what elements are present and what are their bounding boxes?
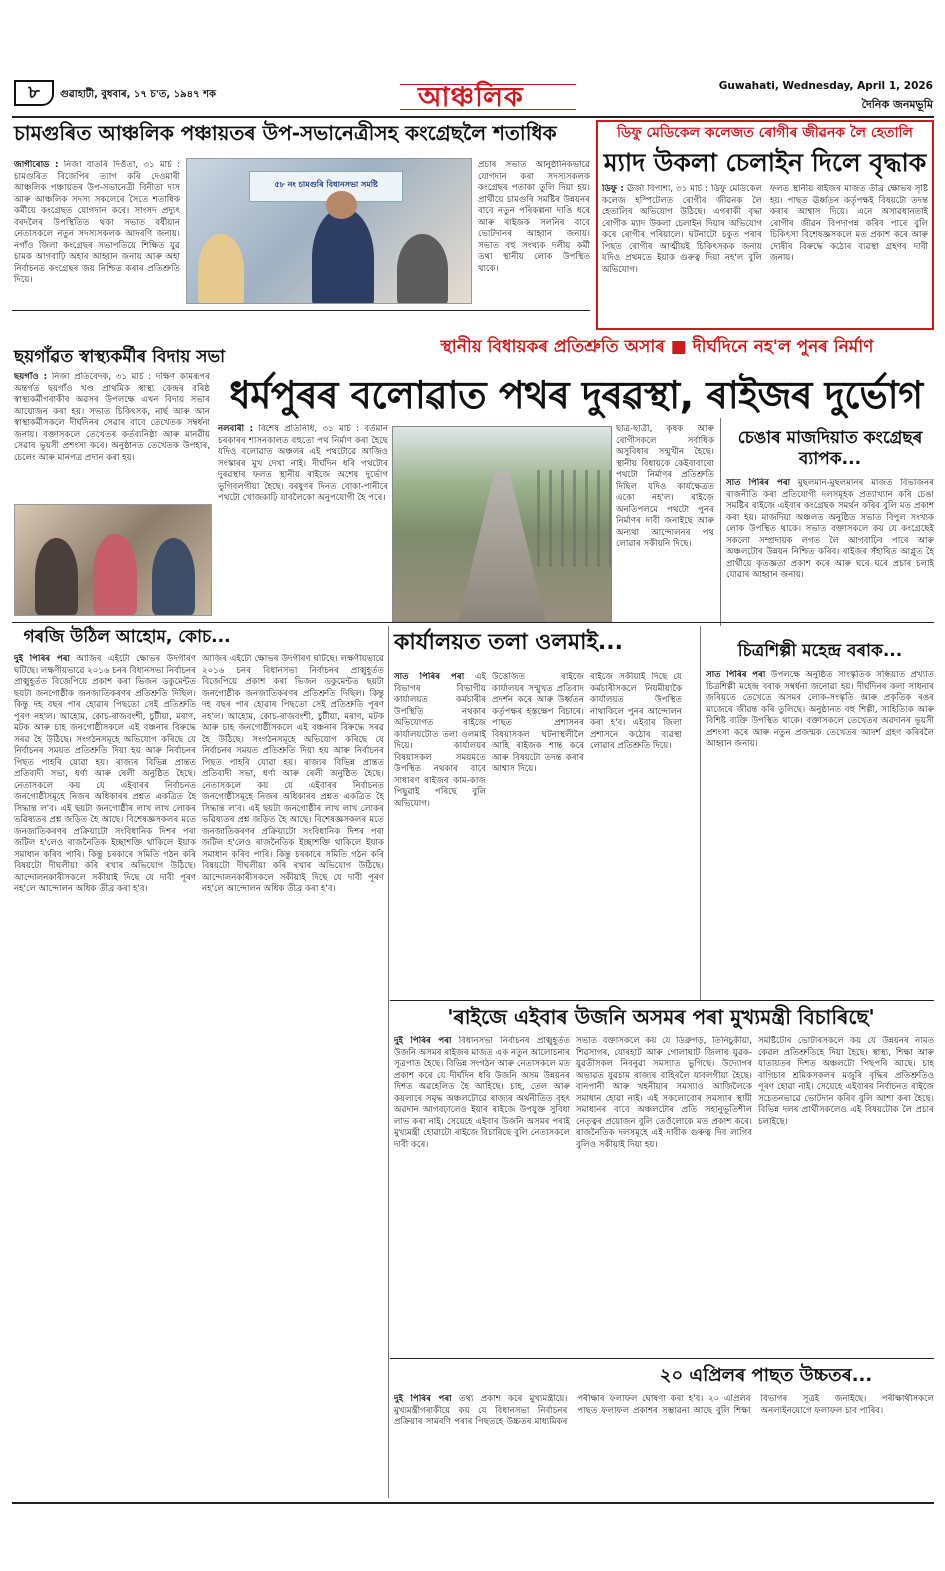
- story1-dateline: জাগীৰোড :: [14, 160, 59, 170]
- story3-text-b: ছাত্ৰ-ছাত্ৰী, কৃষক আৰু ৰোগীসকলে সৰ্বাধিক অসুবিধাৰ সন্মুখীন হৈছে। স্থানীয় বিধায়কে কেইবাবাৰো পথটো নিৰ্মাণৰ প্ৰতিশ্ৰুতি দিছিল যদিও কাৰ্যক্ষেত্ৰত একো নহ'ল। ৰাইজে অনতিপলমে পথটো পুনৰ নিৰ্মাণৰ দাবী জনাইছে আৰু অন্যথা আন্দোলনৰ পথ লোৱাৰ সকীয়নি দিছে।: [616, 424, 714, 550]
- story4-headline: চেঙাৰ মাজদিয়াত কংগ্ৰেছৰ ব্যাপক...: [737, 428, 923, 470]
- story8-headline: চিত্ৰশিল্পী মহেন্দ্ৰ বৰাক...: [737, 641, 903, 661]
- story4-dateline: সাত পিৰিৰ পৰা: [726, 478, 791, 488]
- story3-dateline: নলবাৰী :: [218, 424, 254, 434]
- story3-headline: ধৰ্মপুৰৰ বলোৱাত পথৰ দুৰৱস্থা, ৰাইজৰ দুৰ্ভোগ: [229, 373, 923, 417]
- story9-text-a: দুই পিৰিৰ পৰা বিধানসভা নিৰ্বাচনৰ প্ৰাক্মুহূৰ্তত উজনি অসমৰ ৰাইজৰ মাজত এক নতুন আলোচনাৰ সূত্ৰপাত হৈছে। বিভিন্ন সংগঠন আৰু নেতাসকলে মত প্ৰকাশ কৰে যে দীৰ্ঘদিন ধৰি উজনি অসম উন্নয়নৰ দিশত অৱহেলিত হৈ আহিছে। চাহ, তেল আৰু কয়লাৰে সমৃদ্ধ অঞ্চলটোৱে ৰাজ্যৰ অৰ্থনীতিত বৃহৎ অৱদান আগবঢ়ালেও ইয়াৰ ৰাইজে উপযুক্ত সুবিধা লাভ কৰা নাই। সেয়েহে এইবাৰ উজনি অসমৰ পৰাই মুখ্যমন্ত্ৰী হোৱাটো ৰাইজে বিচাৰিছে বুলি নেতাসকলে দাবী কৰে।: [394, 1036, 570, 1150]
- story3-strap: স্থানীয় বিধায়কৰ প্ৰতিশ্ৰুতি অসাৰ ■ দীৰ্ঘদিনে নহ'ল পুনৰ নিৰ্মাণ: [440, 337, 874, 357]
- page-number: ৮: [14, 80, 54, 106]
- story8-dateline: সাত পিৰিৰ পৰা: [706, 670, 766, 680]
- story7-dateline: সাত পিৰিৰ পৰা: [394, 672, 465, 682]
- story5-photo: [14, 504, 212, 616]
- story8-text: সাত পিৰিৰ পৰা উপলক্ষে অনুষ্ঠিত সাংস্কৃতিক সন্ধিয়াত প্ৰখ্যাত চিত্ৰশিল্পী মহেন্দ্ৰ বৰাক সম্বৰ্ধনা জনোৱা হয়। দীৰ্ঘদিনৰ কলা সাধনাৰ জৰিয়তে তেখেতে অসমৰ লোক-সংস্কৃতি আৰু প্ৰকৃতিক ৰঙৰ মাজেৰে জীৱন্ত কৰি তুলিছে। অনুষ্ঠানত বহু শিল্পী, সাহিত্যিক আৰু বিশিষ্ট ব্যক্তি উপস্থিত থাকে। বক্তাসকলে তেখেতৰ অৱদানৰ ভূয়সী প্ৰশংসা কৰে আৰু নতুন প্ৰজন্মক তেখেতৰ আদৰ্শ গ্ৰহণ কৰিবলৈ আহ্বান জনায়।: [706, 670, 934, 750]
- masthead-date-assamese: গুৱাহাটী, বুধবাৰ, ১৭ চ'ত, ১৯৪৭ শক: [60, 89, 216, 100]
- story1-banner-text: ৫৮ নং চামগুৰি বিধানসভা সমষ্টি: [274, 179, 378, 189]
- story3-road-photo: [392, 426, 612, 622]
- story9-headline: 'ৰাইজে এইবাৰ উজনি অসমৰ পৰা মুখ্যমন্ত্ৰী বিচাৰিছে': [447, 1005, 875, 1029]
- story9-text-b: সভাত বক্তাসকলে কয় যে ডিব্ৰুগড়, তিনিচুকীয়া, শিৱসাগৰ, যোৰহাট আৰু গোলাঘাট জিলাৰ যুৱক-যুৱতীসকল নিবনুৱা সমস্যাত ভুগিছে। উদ্যোগৰ অভাৱত যুৱচাম ৰাজ্যৰ বাহিৰলৈ যাবলগীয়া হৈছে। বানপানী আৰু খহনীয়াৰ সমস্যাও আজিলৈকে সমাধান হোৱা নাই। এই সকলোবোৰ সমস্যাৰ স্থায়ী সমাধানৰ বাবে অঞ্চলটোৰ প্ৰতি সহানুভূতিশীল নেতৃত্বৰ প্ৰয়োজন বুলি তেওঁলোকে মত প্ৰকাশ কৰে। ৰাজনৈতিক দলসমূহে এই দাবীক গুৰুত্ব দিব লাগিব বুলিও সকীয়াই দিয়া হয়।: [576, 1036, 752, 1150]
- story1-speaker: [312, 208, 374, 304]
- story6-dateline: দুই পিৰিৰ পৰা: [14, 654, 71, 664]
- story7-text-b: উত্তেজিত ৰাইজে কাৰ্যালয়ৰ সন্মুখত প্ৰতিবাদ প্ৰদৰ্শন কৰে আৰু উৰ্ধ্বতন কৰ্তৃপক্ষৰ হস্তক্ষেপ বিচাৰে। পাছত প্ৰশাসনৰ বিষয়াসকল ঘটনাস্থলীলৈ আহি ৰাইজক শান্ত কৰে আৰু বিষয়টো তদন্ত কৰাৰ আশ্বাস দিয়ে।: [492, 672, 584, 775]
- story9-dateline: দুই পিৰিৰ পৰা: [394, 1036, 452, 1046]
- story7-text-c: ৰাইজে সকীয়াই দিছে যে কৰ্মচাৰীসকলে নিয়মীয়াকৈ কাৰ্যালয়ত উপস্থিত নাথাকিলে পুনৰ আন্দোলন কৰা হ'ব। এইবাৰ জিলা প্ৰশাসনে কঠোৰ ব্যৱস্থা লোৱাৰ প্ৰতিশ্ৰুতি দিয়ে।: [590, 672, 682, 752]
- story9-text-c: সমষ্টিটোৰ ভোটাৰসকলে কয় যে উন্নয়নৰ নামত কেৱল প্ৰতিশ্ৰুতিহে দিয়া হৈছে। স্বাস্থ্য, শিক্ষা আৰু যাতায়তৰ দিশত অঞ্চলটো পিছপৰি আছে। চাহ বাগিচাৰ শ্ৰমিকসকলৰ মজুৰি বৃদ্ধিৰ প্ৰতিশ্ৰুতিও পূৰণ হোৱা নাই। সেয়েহে এইবাৰৰ নিৰ্বাচনত ৰাইজে সচেতনভাৱে ভোটদান কৰিব বুলি আশা কৰা হৈছে। বিভিন্ন দলৰ প্ৰাৰ্থীসকলেও এই বিষয়টোক লৈ প্ৰচাৰ চলাইছে।: [758, 1036, 934, 1127]
- section-brand: আঞ্চলিক: [418, 82, 524, 113]
- story2-strap: ডিফু মেডিকেল কলেজত ৰোগীৰ জীৱনক লৈ হেতালি: [617, 125, 913, 141]
- story10-dateline: দুই পিৰিৰ পৰা: [394, 1394, 452, 1404]
- story5-dateline: ছয়গাঁও :: [14, 372, 48, 382]
- story3-text-a: নলবাৰী : বিশেষ প্ৰতিনিধি, ৩১ মাৰ্চ : বৰ্তমান চৰকাৰৰ শাসনকালত বহুতো পথ নিৰ্মাণ কৰা হৈছে যদিও বলোৱাত অঞ্চলৰ এই পথটোৱে আজিও সংস্কাৰৰ মুখ দেখা নাই। দীৰ্ঘদিন ধৰি পথটোৰ দুৰৱস্থাৰ ফলত স্থানীয় ৰাইজে অশেষ দুৰ্ভোগ ভুগিবলগীয়া হৈছে। বৰষুণৰ দিনত বোকা-পানীৰে পথটো খোজকাঢ়ি যাবলৈকো অনুপযোগী হৈ পৰে।: [218, 424, 388, 504]
- story1-photo: [186, 158, 472, 304]
- story5-text: ছয়গাঁও : নিজা প্ৰতিবেদক, ৩১ মাৰ্চ : দক্ষিণ কামৰূপৰ অন্তৰ্গত ছয়গাঁও খণ্ড প্ৰাথমিক স্বাস্থ্য কেন্দ্ৰৰ বৰিষ্ঠ স্বাস্থ্যকৰ্মীগৰাকীৰ অৱসৰ উপলক্ষে এখন বিদায় সভাৰ আয়োজন কৰা হয়। সভাত চিকিৎসক, নাৰ্ছ আৰু আন স্বাস্থ্যকৰ্মীসকলে দীৰ্ঘদিনৰ সেৱাৰ বাবে তেখেতক সম্বৰ্ধনা জনায়। বক্তাসকলে তেখেতৰ কৰ্তব্যনিষ্ঠা আৰু মানৱীয় সেৱাৰ ভূয়সী প্ৰশংসা কৰে। অনুষ্ঠানত তেখেতক উপহাৰ, চেলেং আৰু মানপত্ৰ প্ৰদান কৰা হয়।: [14, 372, 210, 463]
- story1-headline: চামগুৰিত আঞ্চলিক পঞ্চায়তৰ উপ-সভানেত্ৰীসহ কংগ্ৰেছলৈ শতাধিক: [14, 121, 557, 145]
- story7-text-a: সাত পিৰিৰ পৰা এই বিভাগৰ বিভাগীয় কাৰ্যালয়ত কৰ্মচাৰীৰ উপস্থিতি নথকাৰ অভিযোগত ৰাইজে কাৰ্যালয়টোত তলা ওলমাই দিয়ে। কাৰ্যালয়ৰ বিষয়াসকল সময়মতে উপস্থিত নথকাৰ বাবে সাধাৰণ ৰাইজৰ কাম-কাজ পিছুৱাই পৰিছে বুলি অভিযোগ।: [394, 672, 486, 809]
- story2-dateline: ডিফু :: [602, 184, 624, 194]
- story6-headline: গৰজি উঠিল আহোম, কোচ...: [23, 627, 231, 647]
- story6-text-col2: আজিৰ এইটো ক্ষোভৰ উদগীৰণ ঘটিছে। লক্ষণীয়ভাৱে ২০১৬ চনৰ বিধানসভা নিৰ্বাচনৰ প্ৰাক্মুহূৰ্তত বিজেপিয়ে প্ৰকাশ কৰা ভিজন ডকুমেন্টত ছয়টা জনগোষ্ঠীক জনজাতিকৰণৰ প্ৰতিশ্ৰুতি দিছিল। কিন্তু দহ বছৰ পাৰ হোৱাৰ পিছতো সেই প্ৰতিশ্ৰুতি পূৰণ নহ'ল। আহোম, কোচ-ৰাজবংশী, চুটীয়া, মৰাণ, মটক আৰু চাহ জনগোষ্ঠীসকলে এই বঞ্চনাৰ বিৰুদ্ধে সৰৱ হৈ উঠিছে। সংগঠনসমূহে অভিযোগ কৰিছে যে নিৰ্বাচনৰ সময়ত প্ৰতিশ্ৰুতি দিয়া হয় আৰু নিৰ্বাচনৰ পিছত পাহৰি যোৱা হয়। ৰাজ্যৰ বিভিন্ন প্ৰান্তত প্ৰতিবাদী সভা, ধৰ্ণা আৰু ৰেলী অনুষ্ঠিত হৈছে। নেতাসকলে কয় যে এইবাৰৰ নিৰ্বাচনত জনগোষ্ঠীসমূহে নিজৰ অধিকাৰৰ প্ৰশ্নত একত্ৰিত হৈ সিদ্ধান্ত ল'ব। এই ছয়টা জনগোষ্ঠীৰ লাখ লাখ লোকৰ ভৱিষ্যতৰ প্ৰশ্ন জড়িত হৈ আছে। বিশেষজ্ঞসকলৰ মতে জনজাতিকৰণৰ প্ৰক্ৰিয়াটো সংবিধানিক দিশৰ পৰা জটিল হ'লেও ৰাজনৈতিক ইচ্ছাশক্তি থাকিলে ইয়াক সমাধান কৰিব পাৰি। কিন্তু চৰকাৰে সমিতি গঠন কৰি বিষয়টো দীঘলীয়া কৰি ৰখাৰ অভিযোগ উঠিছে। আন্দোলনকাৰীসকলে সকীয়াই দিছে যে দাবী পূৰণ নহ'লে আন্দোলন অধিক তীব্ৰ কৰা হ'ব।: [202, 654, 384, 895]
- story2-text-b: ফলত স্থানীয় ৰাইজৰ মাজত তীব্ৰ ক্ষোভৰ সৃষ্টি হয়। পাছত ঊৰ্ধ্বতন কৰ্তৃপক্ষই বিষয়টো তদন্ত কৰাৰ আশ্বাস দিয়ে। এনে অসাৱধানতাই ৰোগীৰ জীৱন বিপদাপন্ন কৰিব পাৰে বুলি চিকিৎসা বিশেষজ্ঞসকলে মত প্ৰকাশ কৰে আৰু দোষীৰ বিৰুদ্ধে কঠোৰ ব্যৱস্থা গ্ৰহণৰ দাবী জনায়।: [770, 184, 928, 264]
- story2-headline: ম্যাদ উকলা চেলাইন দিলে বৃদ্ধাক: [603, 148, 927, 177]
- story6-text-col1: দুই পিৰিৰ পৰা আজিৰ এইটো ক্ষোভৰ উদগীৰণ ঘটিছে। লক্ষণীয়ভাৱে ২০১৬ চনৰ বিধানসভা নিৰ্বাচনৰ প্ৰাক্মুহূৰ্তত বিজেপিয়ে প্ৰকাশ কৰা ভিজন ডকুমেন্টত ছয়টা জনগোষ্ঠীক জনজাতিকৰণৰ প্ৰতিশ্ৰুতি দিছিল। কিন্তু দহ বছৰ পাৰ হোৱাৰ পিছতো সেই প্ৰতিশ্ৰুতি পূৰণ নহ'ল। আহোম, কোচ-ৰাজবংশী, চুটীয়া, মৰাণ, মটক আৰু চাহ জনগোষ্ঠীসকলে এই বঞ্চনাৰ বিৰুদ্ধে সৰৱ হৈ উঠিছে। সংগঠনসমূহে অভিযোগ কৰিছে যে নিৰ্বাচনৰ সময়ত প্ৰতিশ্ৰুতি দিয়া হয় আৰু নিৰ্বাচনৰ পিছত পাহৰি যোৱা হয়। ৰাজ্যৰ বিভিন্ন প্ৰান্তত প্ৰতিবাদী সভা, ধৰ্ণা আৰু ৰেলী অনুষ্ঠিত হৈছে। নেতাসকলে কয় যে এইবাৰৰ নিৰ্বাচনত জনগোষ্ঠীসমূহে নিজৰ অধিকাৰৰ প্ৰশ্নত একত্ৰিত হৈ সিদ্ধান্ত ল'ব। এই ছয়টা জনগোষ্ঠীৰ লাখ লাখ লোকৰ ভৱিষ্যতৰ প্ৰশ্ন জড়িত হৈ আছে। বিশেষজ্ঞসকলৰ মতে জনজাতিকৰণৰ প্ৰক্ৰিয়াটো সংবিধানিক দিশৰ পৰা জটিল হ'লেও ৰাজনৈতিক ইচ্ছাশক্তি থাকিলে ইয়াক সমাধান কৰিব পাৰি। কিন্তু চৰকাৰে সমিতি গঠন কৰি বিষয়টো দীঘলীয়া কৰি ৰখাৰ অভিযোগ উঠিছে। আন্দোলনকাৰীসকলে সকীয়াই দিছে যে দাবী পূৰণ নহ'লে আন্দোলন অধিক তীব্ৰ কৰা হ'ব।: [14, 654, 196, 895]
- story1-text-a: জাগীৰোড : নিজা বাতৰি দিওঁতা, ৩১ মাৰ্চ : চামগুৰিত বিজেপিৰ ত্যাগ কৰি দেওমাৰী আঞ্চলিক পঞ্চায়তৰ উপ-সভানেত্ৰী বিনীতা দাস আৰু আঞ্চলিক সদস্য সকলেৰে সৈতে শতাধিক কৰ্মীয়ে কংগ্ৰেছত যোগদান কৰে। সাংসদ প্ৰদ্যুৎ বৰদলৈৰ উপস্থিতিত থকা সভাত বৰ্ষীয়ান নেতাসকলে নতুন সদস্যসকলক আদৰণি জনায়। নগাঁও জিলা কংগ্ৰেছৰ সভাপতিয়ে শিক্ষিত যুৱ চামক আগবাঢ়ি অহাৰ আহ্বান জনায় আৰু অহা নিৰ্বাচনত কংগ্ৰেছৰ জয় নিশ্চিত কৰাৰ প্ৰতিশ্ৰুতি দিয়ে।: [14, 160, 180, 286]
- story10-text: দুই পিৰিৰ পৰা তথ্য প্ৰকাশ কৰে মুখ্যমন্ত্ৰীয়ে। মুখ্যমন্ত্ৰীগৰাকীয়ে কয় যে বিধানসভা নিৰ্বাচনৰ প্ৰক্ৰিয়াৰ সামৰণি পৰাৰ পিছতহে উচ্চতৰ মাধ্যমিকৰ পৰীক্ষাৰ ফলাফল ঘোষণা কৰা হ'ব। ২০ এপ্ৰিলৰ পাছত ফলাফল প্ৰকাশৰ সম্ভাৱনা আছে বুলি শিক্ষা বিভাগৰ সূত্ৰই জনাইছে। পৰীক্ষাৰ্থীসকলে অনলাইনযোগে ফলাফল চাব পাৰিব।: [394, 1394, 934, 1428]
- masthead-rule: [12, 116, 934, 118]
- story1-stage-banner: [249, 171, 402, 203]
- story10-headline: ২০ এপ্ৰিলৰ পাছত উচ্চতৰ...: [659, 1365, 873, 1386]
- story4-text: সাত পিৰিৰ পৰা মুছলমান-মুছলমানৰ মাজত বিভাজনৰ ৰাজনীতি কৰা প্ৰতিযোগী দলসমূহক প্ৰত্যাখ্যান কৰি চেঙা সমষ্টিৰ ৰাইজে এইবাৰ কংগ্ৰেছক সমৰ্থন কৰিব বুলি মত প্ৰকাশ কৰা হয়। মাজদিয়া অঞ্চলত অনুষ্ঠিত সভাত বিপুল সংখ্যক লোক উপস্থিত থাকে। সভাত বক্তাসকলে কয় যে কংগ্ৰেছেই সকলো সম্প্ৰদায়ক লগত লৈ আগবাঢ়িব পাৰে আৰু অঞ্চলটোৰ উন্নয়ন নিশ্চিত কৰিব। ৰাইজৰ সঁহাৰিত আপ্লুত হৈ প্ৰাৰ্থীয়ে কৃতজ্ঞতা প্ৰকাশ কৰে আৰু ঘৰে ঘৰে প্ৰচাৰ চলাই যোৱাৰ আহ্বান জনায়।: [726, 478, 934, 581]
- story7-headline: কাৰ্যালয়ত তলা ওলমাই...: [394, 630, 623, 655]
- story1-text-b: প্ৰচাৰ সভাত আনুষ্ঠানিকভাৱে যোগদান কৰা সদস্যসকলক কংগ্ৰেছৰ পতাকা তুলি দিয়া হয়। প্ৰাৰ্থীয়ে চামগুৰি সমষ্টিৰ উন্নয়নৰ বাবে নতুন পৰিকল্পনা দাঙি ধৰে আৰু ৰাইজক সলনিৰ বাবে ভোটদানৰ আহ্বান জনায়। সভাত বহু সংখ্যক দলীয় কৰ্মী তথা স্থানীয় লোক উপস্থিত থাকে।: [478, 160, 590, 274]
- story2-text-a: ডিফু : ঊৰ্জা বিপাশা, ৩১ মাৰ্চ : ডিফু মেডিকেল কলেজ হস্পিটেলত ৰোগীৰ জীৱনক লৈ হেতালিৰ অভিযোগ উঠিছে। এগৰাকী বৃদ্ধা ৰোগীক ম্যাদ উকলা চেলাইন দিয়াৰ অভিযোগ কৰে ৰোগীৰ পৰিয়ালে। ঘটনাটো চকুত পৰাৰ পিছত ৰোগীৰ আত্মীয়ই চিকিৎসকক জনায় যদিও প্ৰথমতে ইয়াক গুৰুত্ব দিয়া নহ'ল বুলি অভিযোগ।: [602, 184, 762, 275]
- masthead-date-english: Guwahati, Wednesday, April 1, 2026: [718, 80, 933, 92]
- story5-headline: ছয়গাঁৱত স্বাস্থ্যকৰ্মীৰ বিদায় সভা: [14, 347, 226, 367]
- paper-name: দৈনিক জনমভূমি: [861, 98, 933, 111]
- bottom-rule: [12, 1502, 934, 1504]
